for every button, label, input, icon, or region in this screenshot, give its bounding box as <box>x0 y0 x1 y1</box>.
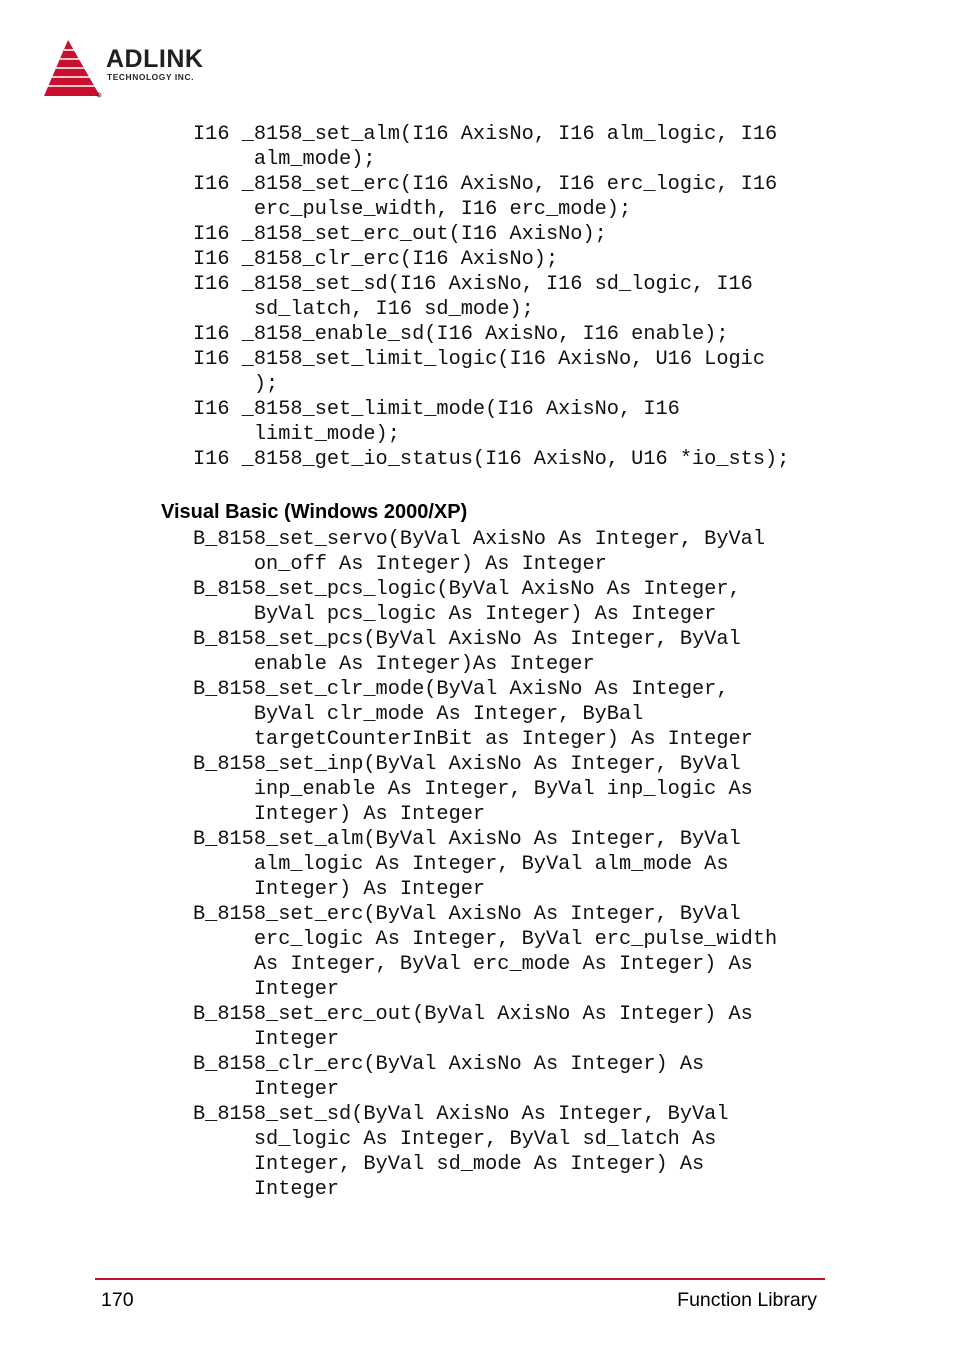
code-line: As Integer, ByVal erc_mode As Integer) As <box>193 953 753 976</box>
code-line: Integer <box>193 1028 340 1051</box>
code-line: enable As Integer)As Integer <box>193 653 595 676</box>
code-line: I16 _8158_clr_erc(I16 AxisNo); <box>193 248 559 271</box>
code-line: ); <box>193 373 279 396</box>
code-line: Integer <box>193 978 340 1001</box>
code-line: B_8158_set_pcs(ByVal AxisNo As Integer, ByVal <box>193 628 741 651</box>
code-line: ByVal clr_mode As Integer, ByBal <box>193 703 644 726</box>
code-line: Integer, ByVal sd_mode As Integer) As <box>193 1153 705 1176</box>
code-line: B_8158_clr_erc(ByVal AxisNo As Integer) As <box>193 1053 705 1076</box>
company-logo <box>40 38 240 102</box>
code-line: I16 _8158_set_sd(I16 AxisNo, I16 sd_logic, I16 <box>193 273 753 296</box>
logo-triangle-icon <box>40 38 104 102</box>
code-line: I16 _8158_set_alm(I16 AxisNo, I16 alm_logic, I16 <box>193 123 778 146</box>
code-line: inp_enable As Integer, ByVal inp_logic As <box>193 778 753 801</box>
code-line: I16 _8158_set_erc_out(I16 AxisNo); <box>193 223 607 246</box>
code-line: limit_mode); <box>193 423 400 446</box>
code-line: erc_pulse_width, I16 erc_mode); <box>193 198 632 221</box>
footer-section-title: Function Library <box>677 1289 817 1311</box>
footer-divider <box>95 1278 825 1280</box>
code-line: I16 _8158_enable_sd(I16 AxisNo, I16 enable); <box>193 323 729 346</box>
code-line: B_8158_set_erc_out(ByVal AxisNo As Integer) As <box>193 1003 753 1026</box>
code-line: B_8158_set_clr_mode(ByVal AxisNo As Integer, <box>193 678 729 701</box>
code-line: I16 _8158_get_io_status(I16 AxisNo, U16 *io_sts); <box>193 448 790 471</box>
c-prototype-block <box>193 122 789 472</box>
code-line: ByVal pcs_logic As Integer) As Integer <box>193 603 717 626</box>
code-line: alm_logic As Integer, ByVal alm_mode As <box>193 853 729 876</box>
page-number: 170 <box>101 1289 134 1311</box>
brand-name: ADLINK <box>106 45 204 73</box>
code-line: B_8158_set_pcs_logic(ByVal AxisNo As Integer, <box>193 578 741 601</box>
code-line: Integer <box>193 1178 340 1201</box>
code-line: I16 _8158_set_limit_logic(I16 AxisNo, U16 Logic <box>193 348 766 371</box>
code-line: erc_logic As Integer, ByVal erc_pulse_width <box>193 928 778 951</box>
code-line: targetCounterInBit as Integer) As Integer <box>193 728 753 751</box>
code-line: sd_latch, I16 sd_mode); <box>193 298 534 321</box>
code-line: Integer) As Integer <box>193 878 486 901</box>
code-line: B_8158_set_servo(ByVal AxisNo As Integer, ByVal <box>193 528 766 551</box>
code-line: I16 _8158_set_limit_mode(I16 AxisNo, I16 <box>193 398 680 421</box>
code-line: alm_mode); <box>193 148 376 171</box>
section-heading: Visual Basic (Windows 2000/XP) <box>161 501 468 523</box>
code-line: sd_logic As Integer, ByVal sd_latch As <box>193 1128 717 1151</box>
code-line: B_8158_set_erc(ByVal AxisNo As Integer, ByVal <box>193 903 741 926</box>
code-line: Integer) As Integer <box>193 803 486 826</box>
code-line: I16 _8158_set_erc(I16 AxisNo, I16 erc_logic, I16 <box>193 173 778 196</box>
code-line: B_8158_set_sd(ByVal AxisNo As Integer, ByVal <box>193 1103 729 1126</box>
vb-prototype-block <box>193 527 777 1202</box>
brand-tagline: TECHNOLOGY INC. <box>107 72 195 82</box>
code-line: Integer <box>193 1078 340 1101</box>
code-line: B_8158_set_inp(ByVal AxisNo As Integer, ByVal <box>193 753 741 776</box>
code-line: B_8158_set_alm(ByVal AxisNo As Integer, ByVal <box>193 828 741 851</box>
code-line: on_off As Integer) As Integer <box>193 553 607 576</box>
